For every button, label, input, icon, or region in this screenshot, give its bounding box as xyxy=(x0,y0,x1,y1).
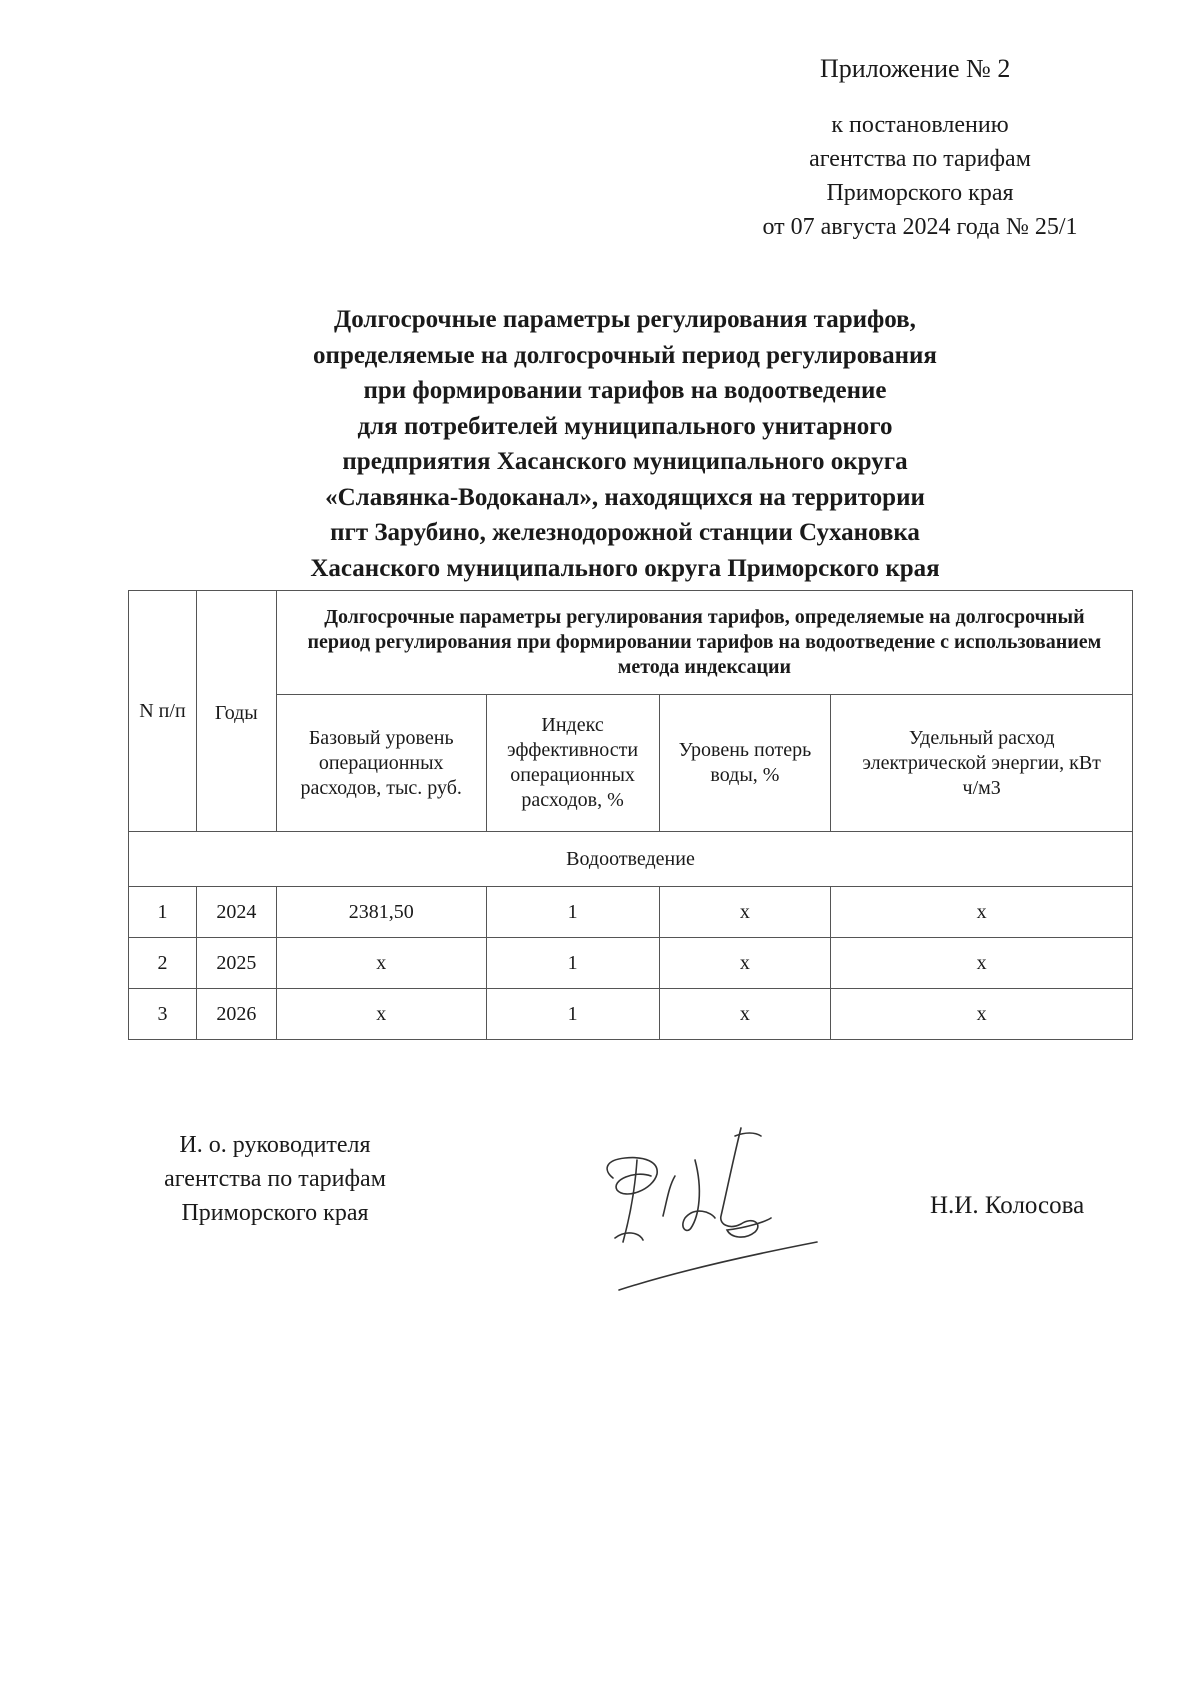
table-cell: х xyxy=(659,887,831,938)
table-cell: 1 xyxy=(486,989,659,1040)
header-base-opex: Базовый уровень операционных расходов, тыс. руб. xyxy=(276,695,486,832)
title-line: определяемые на долгосрочный период регулирования xyxy=(313,341,937,369)
table-cell: 2 xyxy=(129,938,197,989)
table-cell: х xyxy=(831,938,1133,989)
appendix-line: от 07 августа 2024 года № 25/1 xyxy=(762,214,1078,240)
table-cell: 2025 xyxy=(196,938,276,989)
appendix-line: Приморского края xyxy=(826,180,1014,206)
header-efficiency-index: Индекс эффективности операционных расходов, % xyxy=(486,695,659,832)
table-row xyxy=(129,938,1133,989)
title-line: предприятия Хасанского муниципального округа xyxy=(342,448,908,475)
position-line: Приморского края xyxy=(181,1200,369,1226)
table-cell: 2381,50 xyxy=(276,887,486,938)
title-line: «Славянка-Водоканал», находящихся на территории xyxy=(325,483,925,511)
header-group: Долгосрочные параметры регулирования тарифов, определяемые на долгосрочный период регулирования при формировании тарифов на водоотведение с использованием метода индексации xyxy=(276,591,1132,695)
table-cell: 2024 xyxy=(196,887,276,938)
table-cell: х xyxy=(831,887,1133,938)
table-cell: х xyxy=(276,989,486,1040)
header-energy-consumption: Удельный расход электрической энергии, кВт ч/м3 xyxy=(831,695,1133,832)
table-cell: х xyxy=(659,938,831,989)
document-title xyxy=(200,302,1050,586)
appendix-reference xyxy=(700,108,1140,244)
title-line: для потребителей муниципального унитарного xyxy=(357,412,893,440)
position-line: агентства по тарифам xyxy=(164,1166,386,1192)
title-line: при формировании тарифов на водоотведение xyxy=(363,377,887,404)
table-cell: 1 xyxy=(486,938,659,989)
table-cell: х xyxy=(276,938,486,989)
table-cell: 1 xyxy=(129,887,197,938)
table-cell: 2026 xyxy=(196,989,276,1040)
header-year: Годы xyxy=(196,591,276,832)
table-cell: 3 xyxy=(129,989,197,1040)
title-line: Долгосрочные параметры регулирования тарифов, xyxy=(334,306,916,333)
handwritten-signature xyxy=(595,1120,825,1300)
table-cell: х xyxy=(659,989,831,1040)
appendix-line: к постановлению xyxy=(831,112,1009,138)
signatory-name: Н.И. Колосова xyxy=(930,1192,1085,1219)
title-line: пгт Зарубино, железнодорожной станции Сухановка xyxy=(330,519,920,546)
header-water-loss: Уровень потерь воды, % xyxy=(659,695,831,832)
table-cell: 1 xyxy=(486,887,659,938)
signatory-position xyxy=(125,1128,425,1230)
appendix-line: агентства по тарифам xyxy=(809,146,1031,172)
title-line: Хасанского муниципального округа Приморского края xyxy=(310,554,940,582)
parameters-table xyxy=(128,590,1133,1040)
section-row: Водоотведение xyxy=(129,832,1133,887)
table-cell: х xyxy=(831,989,1133,1040)
header-number: N п/п xyxy=(129,591,197,832)
table-row xyxy=(129,989,1133,1040)
position-line: И. о. руководителя xyxy=(179,1132,371,1158)
table-row xyxy=(129,887,1133,938)
appendix-title: Приложение № 2 xyxy=(820,54,1011,83)
